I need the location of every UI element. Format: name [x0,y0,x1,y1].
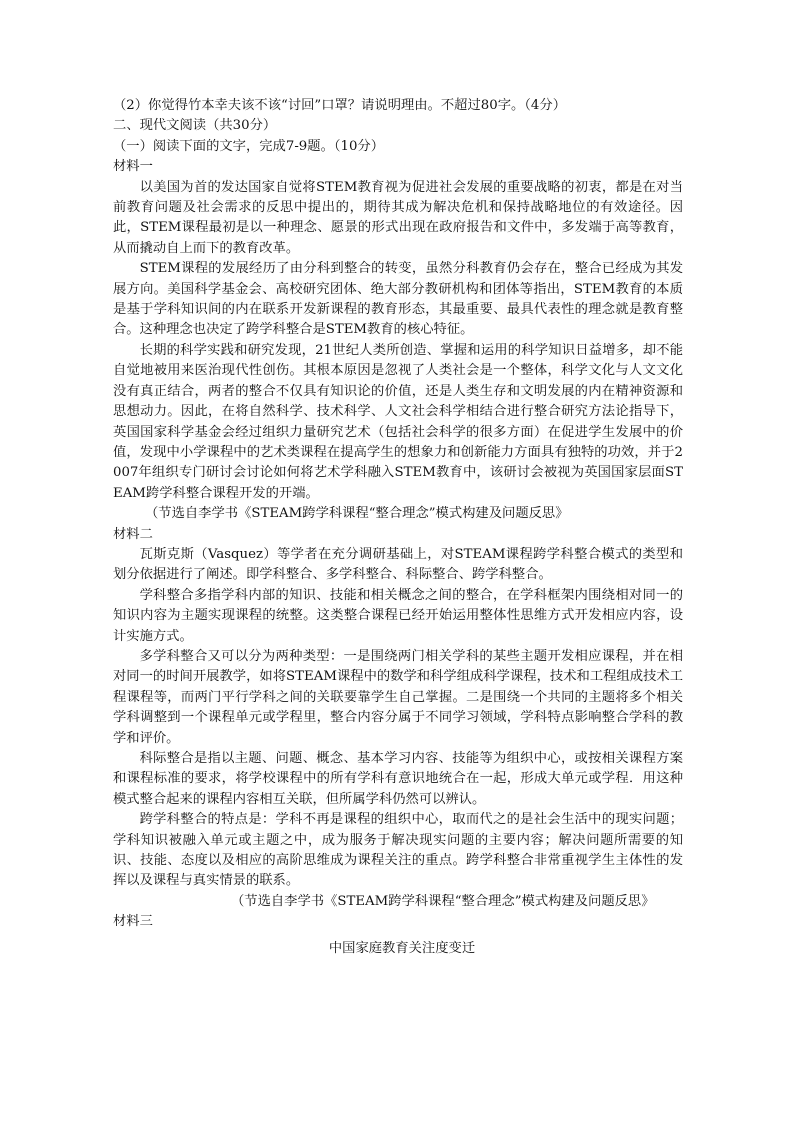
material-2-heading: 材料二 [113,526,153,542]
section-heading-modern-reading: 二、现代文阅读（共30分） [113,118,277,134]
question-2: （2）你觉得竹本幸夫该不该“讨回”口罩？请说明理由。不超过80字。（4分） [113,98,566,113]
material-2-paragraph: 多学科整合又可以分为两种类型：一是围绕两门相关学科的某些主题开发相应课程，并在相对同一的时间开展教学，如将STEAM课程中的数学和科学组成科学课程，技术和工程组成技术工程课程等，而两门平行学科之间的关联要靠学生自己掌握。二是围绕一个共同的主题将多个相关学科调整到一个课程单元或学程里，整合内容分属于不同学习领域，学科特点影响整合学科的教学和评价。 [113,648,683,746]
material-2-paragraph: 学科整合多指学科内部的知识、技能和相关概念之间的整合，在学科框架内围绕相对同一的知识内容为主题实现课程的统整。这类整合课程已经开始运用整体性思维方式开发相应内容，设计实施方式。 [113,587,683,644]
subsection-heading: （一）阅读下面的文字，完成7-9题。（10分） [113,138,385,154]
material-2-paragraph: 科际整合是指以主题、问题、概念、基本学习内容、技能等为组织中心，或按相关课程方案和课程标准的要求，将学校课程中的所有学科有意识地统合在一起，形成大单元或学程．用这种模式整合起来的课程内容相互关联，但所属学科仍然可以辨认。 [113,751,683,807]
material-1-heading: 材料一 [113,159,153,175]
material-1-paragraph: 长期的科学实践和研究发现，21世纪人类所创造、掌握和运用的科学知识日益增多，却不能自觉地被用来医治现代性创伤。其根本原因是忽视了人类社会是一个整体，科学文化与人文文化没有真正结合，两者的整合不仅具有知识论的价值，还是人类生存和文明发展的内在精神资源和思想动力。因此，在将自然科学、技术科学、人文社会科学相结合进行整合研究方法论指导下，英国国家科学基金会经过组织力量研究艺术（包括社会科学的很多方面）在促进学生发展中的价值，发现中小学课程中的艺术类课程在提高学生的想象力和创新能力方面具有独特的功效，并于2007年组织专门研讨会讨论如何将艺术学科融入STEM教育中，该研讨会被视为英国国家层面STEAM跨学科整合课程开发的开端。 [113,342,683,501]
material-3-heading: 材料三 [113,914,153,930]
material-1-paragraph: 以美国为首的发达国家自觉将STEM教育视为促进社会发展的重要战略的初衷，都是在对当前教育问题及社会需求的反思中提出的，期待其成为解决危机和保持战略地位的有效途径。因此，STEM课程最初是以一种理念、愿景的形式出现在政府报告和文件中，多发端于高等教育，从而撬动自上而下的教育改革。 [113,179,683,256]
material-1-source: （节选自李学书《STEAM跨学科课程“整合理念”模式构建及问题反思》 [145,506,569,522]
material-2-paragraph: 瓦斯克斯（Vasquez）等学者在充分调研基础上，对STEAM课程跨学科整合模式的类型和划分依据进行了阐述。即学科整合、多学科整合、科际整合、跨学科整合。 [113,546,683,583]
material-3-chart-title: 中国家庭教育关注度变迁 [328,940,476,956]
material-2-paragraph: 跨学科整合的特点是：学科不再是课程的组织中心，取而代之的是社会生活中的现实问题；学科知识被融入单元或主题之中，成为服务于解决现实问题的主要内容；解决问题所需要的知识、技能、态度以及相应的高阶思维成为课程关注的重点。跨学科整合非常重视学生主体性的发挥以及课程与真实情景的联系。 [113,812,683,889]
material-2-source: （节选自李学书《STEAM跨学科课程“整合理念”模式构建及问题反思》 [231,893,655,909]
document-page [113,96,683,959]
material-1-paragraph: STEM课程的发展经历了由分科到整合的转变，虽然分科教育仍会存在，整合已经成为其发展方向。美国科学基金会、高校研究团体、绝大部分教研机构和团体等指出，STEM教育的本质是基于学科知识间的内在联系开发新课程的教育形态，其最重要、最具代表性的理念就是教育整合。这种理念也决定了跨学科整合是STEM教育的核心特征。 [113,261,683,338]
